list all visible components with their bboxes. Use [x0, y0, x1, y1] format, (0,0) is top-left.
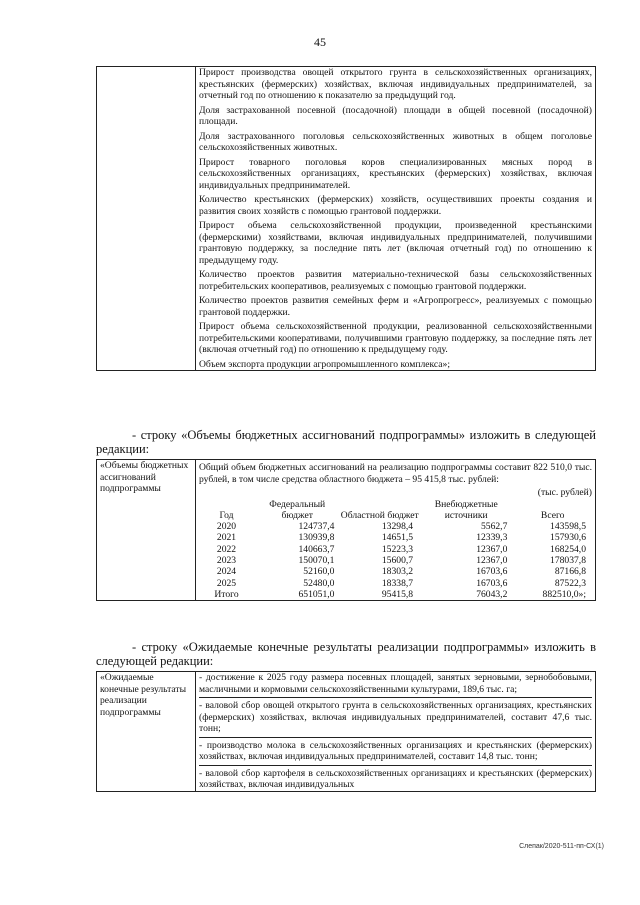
budget-content-cell	[196, 460, 596, 601]
cell-extrabudgetary: 16703,6	[476, 566, 508, 578]
budget-row	[199, 578, 592, 589]
budget-row	[199, 521, 592, 532]
cell-regional: 15600,7	[381, 554, 414, 566]
budget-instruction	[96, 428, 596, 456]
budget-financing-table	[199, 499, 592, 601]
cell-regional: 15223,3	[381, 543, 414, 555]
results-label-cell	[97, 672, 196, 792]
cell-regional: 14651,5	[381, 532, 414, 544]
cell-year: 2021	[216, 532, 237, 544]
cell-year: 2022	[216, 543, 237, 555]
cell-total: 882510,0»;	[542, 588, 586, 600]
budget-intro: Общий объем бюджетных ассигнований на реализацию подпрограммы составит 822 510,0 тыс. рублей, в том числе средства областного бюджета – 95 415,8 тыс. рублей:	[199, 462, 592, 485]
indicator-item: Доля застрахованного поголовья сельскохозяйственных животных в общем поголовье сельскохозяйственных животных.	[199, 130, 592, 153]
indicator-item: Прирост объема сельскохозяйственной продукции, произведенной крестьянскими (фермерскими) хозяйствами, включая индивидуальных предпринимателей, получившими грантовую поддержку, за последние пять лет (включая отчетный год) по отношению к предыдущему году.	[199, 220, 592, 266]
indicator-item: Количество проектов развития семейных ферм и «Агропрогресс», реализуемых с помощью грантовой поддержки.	[199, 295, 592, 318]
indicator-item: Прирост объема сельскохозяйственной продукции, реализованной сельскохозяйственными потребительскими кооперативами, получившими грантовую поддержку, за последние пять лет (включая отчетный год) по отношению к предыдущему году.	[199, 321, 592, 355]
indicators-label-cell	[97, 67, 196, 371]
budget-units: (тыс. рублей)	[537, 487, 592, 498]
cell-regional: 13298,4	[381, 521, 414, 533]
cell-total: 87166,8	[554, 566, 586, 578]
results-instruction	[96, 640, 596, 668]
cell-extrabudgetary: 12367,0	[476, 554, 508, 566]
results-instruction-text: - строку «Ожидаемые конечные результаты реализации подпрограммы» изложить в следующей редакции:	[96, 640, 596, 668]
cell-federal: 52480,0	[303, 577, 335, 589]
cell-regional: 95415,8	[381, 588, 414, 600]
budget-label-cell	[97, 460, 196, 601]
cell-total: 178037,8	[550, 554, 586, 566]
indicator-item: Количество крестьянских (фермерских) хозяйств, осуществивших проекты создания и развития своих хозяйств с помощью грантовой поддержки.	[199, 194, 592, 217]
footer-stamp: Слепак/2020-511-пп-СХ(1)	[519, 843, 604, 850]
indicators-text-cell	[196, 67, 596, 371]
budget-row	[199, 555, 592, 566]
cell-year: 2024	[216, 566, 237, 578]
col-header-federal: Федеральный бюджет	[269, 498, 326, 521]
cell-year: 2020	[216, 521, 237, 533]
cell-total: 157930,6	[550, 532, 586, 544]
cell-federal: 150070,1	[298, 554, 335, 566]
cell-regional: 18338,7	[381, 577, 414, 589]
cell-regional: 18303,2	[381, 566, 414, 578]
cell-year: 2023	[216, 554, 237, 566]
indicator-item: Доля застрахованной посевной (посадочной) площади в общей посевной (посадочной) площади.	[199, 104, 592, 127]
cell-extrabudgetary: 16703,6	[476, 577, 508, 589]
cell-federal: 140663,7	[298, 543, 335, 555]
result-item: - валовой сбор картофеля в сельскохозяйственных организациях и крестьянских (фермерских) хозяйствах, включая индивидуальных	[199, 765, 592, 791]
cell-federal: 52160,0	[303, 566, 335, 578]
result-item: - валовой сбор овощей открытого грунта в сельскохозяйственных организациях, крестьянских (фермерских) хозяйствах, включая индивидуальных предпринимателей, составит 47,6 тыс. тонн;	[199, 697, 592, 735]
cell-total: 168254,0	[550, 543, 586, 555]
page-number: 45	[314, 35, 326, 49]
cell-federal: 651051,0	[298, 588, 335, 600]
budget-row	[199, 566, 592, 577]
result-item: - производство молока в сельскохозяйственных организациях и крестьянских (фермерских) хозяйствах, включая индивидуальных предпринимателей, составит 14,8 тыс. тонн;	[199, 737, 592, 763]
cell-year: Итого	[214, 588, 239, 600]
indicator-item: Прирост товарного поголовья коров специализированных мясных пород в сельскохозяйственных организациях, крестьянских (фермерских) хозяйствах, включая индивидуальных предпринимателей.	[199, 156, 592, 191]
col-header-extrabudgetary: Внебюджетные источники	[434, 498, 498, 521]
budget-row	[199, 544, 592, 555]
budget-row	[199, 532, 592, 543]
budget-row	[199, 589, 592, 600]
budget-rows	[199, 521, 592, 600]
results-content-cell	[196, 672, 596, 792]
results-label: «Ожидаемые конечные результаты реализации подпрограммы	[100, 672, 187, 718]
cell-extrabudgetary: 76043,2	[476, 588, 508, 600]
indicator-item: Прирост производства овощей открытого грунта в сельскохозяйственных организациях, крестьянских (фермерских) хозяйствах, включая индивидуальных предпринимателей, за отчетный год по отношению к показателю за предыдущий год.	[199, 67, 592, 101]
cell-total: 143598,5	[550, 521, 586, 533]
budget-label: «Объемы бюджетных ассигнований подпрограммы	[100, 460, 189, 494]
budget-instruction-text: - строку «Объемы бюджетных ассигнований подпрограммы» изложить в следующей редакции:	[96, 428, 596, 456]
col-header-total: Всего	[540, 509, 565, 521]
cell-total: 87522,3	[554, 577, 586, 589]
cell-extrabudgetary: 12367,0	[476, 543, 508, 555]
cell-extrabudgetary: 12339,3	[476, 532, 508, 544]
budget-table	[96, 459, 596, 601]
result-item: - достижение к 2025 году размера посевных площадей, занятых зерновыми, зернобобовыми, масличными и кормовыми сельскохозяйственными культурами, 189,6 тыс. га;	[199, 672, 592, 695]
col-header-year: Год	[219, 509, 234, 521]
indicator-item: Объем экспорта продукции агропромышленного комплекса»;	[199, 358, 451, 370]
indicator-item: Количество проектов развития материально-технической базы сельскохозяйственных потребительских кооперативов, реализуемых с помощью грантовой поддержки.	[199, 269, 592, 292]
col-header-regional: Областной бюджет	[340, 509, 419, 521]
indicators-table	[96, 66, 596, 371]
cell-federal: 130939,8	[298, 532, 335, 544]
results-table	[96, 671, 596, 792]
cell-extrabudgetary: 5562,7	[480, 521, 508, 533]
cell-federal: 124737,4	[298, 521, 335, 533]
cell-year: 2025	[216, 577, 237, 589]
